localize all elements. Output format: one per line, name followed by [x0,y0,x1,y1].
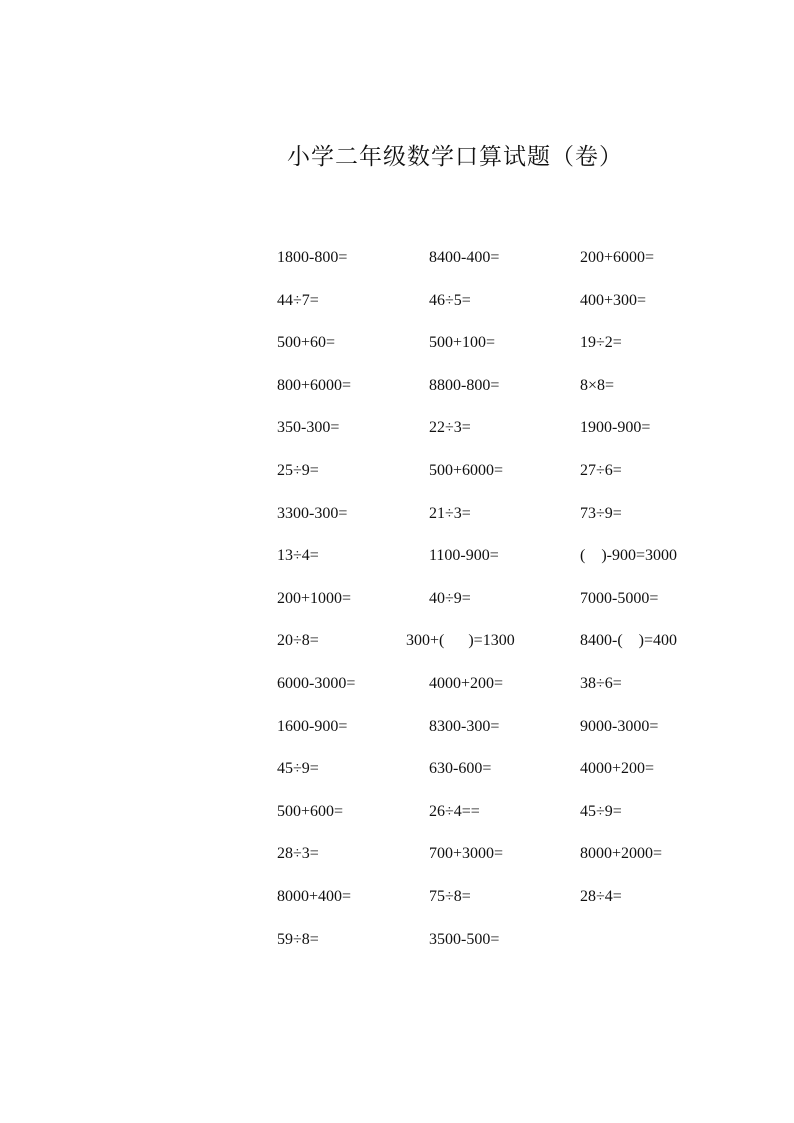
problem-row-11 [0,663,794,706]
problem-row-12 [0,706,794,749]
problem: 4000+200= [429,674,504,692]
problem: 630-600= [429,760,492,778]
fill-in-problem: 8400-( )=400 [580,632,678,650]
problem: 200+6000= [580,249,655,266]
problem: 4000+200= [580,760,655,778]
problem-row-16 [0,876,794,919]
problem: 28÷4= [580,887,622,905]
problem: 44÷7= [277,291,319,309]
problem: 28÷3= [277,845,319,863]
problem: 3300-300= [277,504,348,522]
problem-row-13 [0,748,794,791]
problem: 8800-800= [429,376,500,394]
problem: 25÷9= [277,461,319,479]
problem: 9000-3000= [580,717,659,735]
problem: 700+3000= [429,845,504,863]
problem: 200+1000= [277,589,352,607]
problem-row-9 [0,578,794,621]
problem: 13÷4= [277,547,319,565]
problem: 400+300= [580,291,647,309]
problem: 1600-900= [277,717,348,735]
problem: 350-300= [277,419,340,437]
problem: 27÷6= [580,461,622,479]
problem-row-14 [0,791,794,834]
problem: 22÷3= [429,419,471,437]
problem: 73÷9= [580,504,622,522]
problem: 500+100= [429,334,496,352]
problem: 46÷5= [429,291,471,309]
problem-grid [0,237,794,961]
problem-row-5 [0,407,794,450]
problem-row-7 [0,493,794,536]
problem: 8400-400= [429,249,500,266]
problem: 20÷8= [277,632,319,650]
problem: 6000-3000= [277,674,356,692]
problem: 800+6000= [277,376,352,394]
problem: 1100-900= [429,547,499,565]
problem: 75÷8= [429,887,471,905]
problem: 3500-500= [429,930,500,948]
problem: 7000-5000= [580,589,659,607]
problem: 1800-800= [277,249,348,266]
problem-row-3 [0,322,794,365]
problem: 26÷4== [429,802,480,820]
problem: 500+60= [277,334,336,352]
problem-row-2 [0,280,794,323]
problem-row-4 [0,365,794,408]
problem-row-1 [0,237,794,280]
problem: 8300-300= [429,717,500,735]
problem: 45÷9= [580,802,622,820]
problem: 8000+400= [277,887,352,905]
fill-in-problem: 300+( )=1300 [406,632,515,650]
problem: 59÷8= [277,930,319,948]
problem: 1900-900= [580,419,651,437]
fill-in-problem: ( )-900=3000 [580,547,678,565]
problem: 19÷2= [580,334,622,352]
problem-row-10 [0,620,794,663]
problem: 38÷6= [580,674,622,692]
problem: 500+600= [277,802,344,820]
problem-row-8 [0,535,794,578]
problem-row-6 [0,450,794,493]
problem: 8000+2000= [580,845,663,863]
problem: 45÷9= [277,760,319,778]
problem: 500+6000= [429,461,504,479]
problem: 8×8= [580,376,615,394]
problem-row-15 [0,833,794,876]
problem: 21÷3= [429,504,471,522]
problem: 40÷9= [429,589,471,607]
problem-row-17 [0,919,794,962]
page-title: 小学二年级数学口算试题（卷） [287,144,623,169]
